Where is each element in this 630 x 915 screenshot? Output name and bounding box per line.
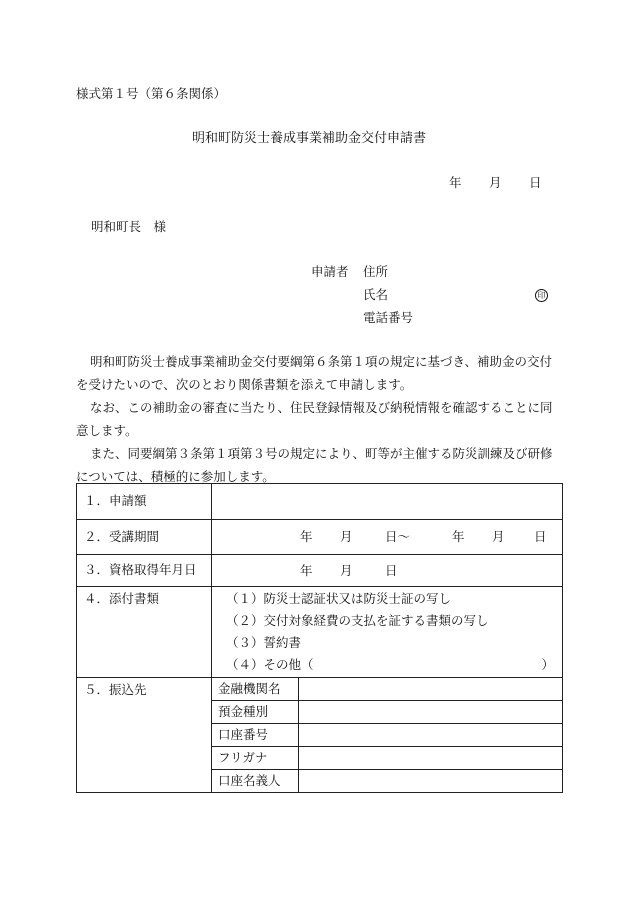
period-end-day: 日: [534, 529, 547, 544]
period-end-year: 年: [452, 529, 465, 544]
attachment-other-close: ）: [541, 657, 554, 672]
address-label: 住所: [363, 264, 389, 279]
paragraph-2: なお、この補助金の審査に当たり、住民登録情報及び納税情報を確認することに同意します。: [76, 400, 553, 438]
attachment-item-3: （３）誓約書: [226, 635, 302, 650]
period-end-month: 月: [492, 529, 505, 544]
attachment-item-4: [212, 654, 562, 676]
addressee: 明和町長 様: [91, 219, 167, 234]
qualification-date-field[interactable]: [212, 555, 563, 587]
bank-transfer-cell: [212, 678, 563, 793]
bank-table: [212, 678, 562, 792]
attachments-label: ４．添付書類: [77, 587, 212, 678]
name-label: 氏名: [363, 287, 389, 302]
row-attachments: [77, 587, 563, 678]
qualification-day: 日: [385, 563, 398, 578]
attachment-other-label: （４）その他（: [226, 657, 314, 672]
page-title: 明和町防災士養成事業補助金交付申請書: [192, 131, 427, 146]
date-month: 月: [489, 175, 502, 190]
date-year: 年: [449, 175, 462, 190]
period-start-month: 月: [340, 529, 353, 544]
bank-transfer-label: ５．振込先: [77, 678, 212, 793]
form-number: 様式第１号（第６条関係）: [76, 86, 227, 101]
qualification-date-label: ３．資格取得年月日: [77, 555, 212, 587]
period-label: ２．受講期間: [77, 520, 212, 555]
furigana-field[interactable]: [299, 747, 563, 770]
bank-name-field[interactable]: [299, 678, 563, 701]
paragraph-1: 明和町防災士養成事業補助金交付要綱第６条第１項の規定に基づき、補助金の交付を受けたいので、次のとおり関係書類を添えて申請します。: [76, 354, 553, 392]
paragraph-3: また、同要綱第３条第１項第３号の規定により、町等が主催する防災訓練及び研修については、積極的に参加します。: [76, 446, 553, 484]
qualification-year: 年: [300, 563, 313, 578]
attachments-list: [212, 587, 563, 678]
account-holder-field[interactable]: [299, 770, 563, 793]
bank-name-label: 金融機関名: [212, 678, 299, 701]
application-table: [76, 483, 563, 793]
account-number-label: 口座番号: [212, 724, 299, 747]
row-amount: [77, 484, 563, 520]
deposit-type-field[interactable]: [299, 701, 563, 724]
period-field[interactable]: [212, 520, 563, 555]
account-number-field[interactable]: [299, 724, 563, 747]
amount-label: １．申請額: [77, 484, 212, 520]
period-start-year: 年: [300, 529, 313, 544]
date-day: 日: [529, 175, 542, 190]
furigana-label: フリガナ: [212, 747, 299, 770]
row-bank-transfer: [77, 678, 563, 793]
deposit-type-label: 預金種別: [212, 701, 299, 724]
period-start-day: 日～: [385, 529, 411, 544]
row-qualification-date: [77, 555, 563, 587]
row-period: [77, 520, 563, 555]
applicant-label: 申請者: [311, 264, 349, 279]
amount-field[interactable]: [212, 484, 563, 520]
attachment-item-1: （１）防災士認証状又は防災士証の写し: [226, 591, 452, 606]
account-holder-label: 口座名義人: [212, 770, 299, 793]
seal-mark: 印: [535, 289, 548, 302]
qualification-month: 月: [340, 563, 353, 578]
phone-label: 電話番号: [363, 310, 414, 325]
attachment-item-2: （２）交付対象経費の支払を証する書類の写し: [226, 613, 489, 628]
